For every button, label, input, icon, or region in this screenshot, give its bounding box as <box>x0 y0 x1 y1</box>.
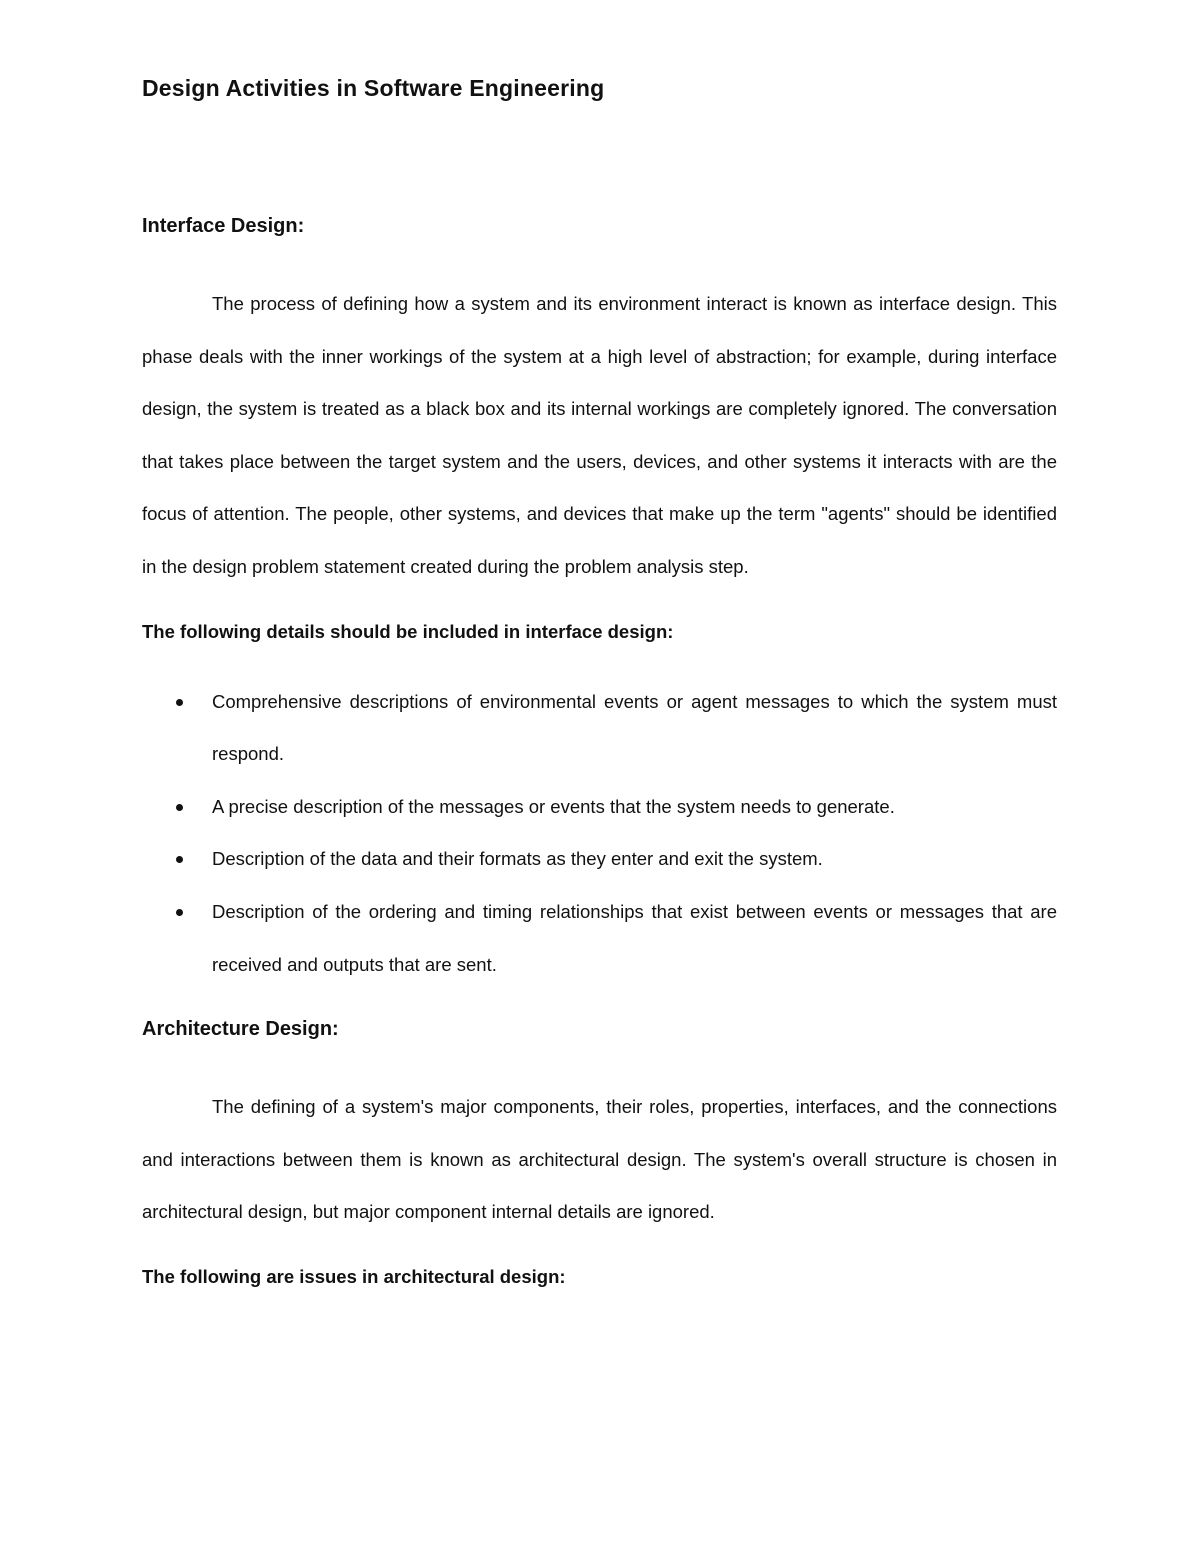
list-item-text: Description of the ordering and timing relationships that exist between events or messages that are received and outputs that are sent. <box>212 900 1057 975</box>
document-title: Design Activities in Software Engineering <box>142 75 605 101</box>
list-item <box>142 886 1057 991</box>
document-body <box>142 70 1057 1293</box>
list-item <box>142 676 1057 781</box>
section-heading-architecture-design: Architecture Design: <box>142 1018 339 1041</box>
list-item-text: A precise description of the messages or events that the system needs to generate. <box>212 795 895 817</box>
subheading-architecture-issues: The following are issues in architectural design: <box>142 1265 566 1287</box>
paragraph-interface-design: The process of defining how a system and its environment interact is known as interface design. This phase deals with the inner workings of the system at a high level of abstraction; for example, during interface design, the system is treated as a black box and its internal workings are completely ignored. The conversation that takes place between the target system and the users, devices, and other systems it interacts with are the focus of attention. The people, other systems, and devices that make up the term "agents" should be identified in the design problem statement created during the problem analysis step. <box>142 293 1057 577</box>
bullet-icon <box>176 909 183 916</box>
section-heading-interface-design: Interface Design: <box>142 215 305 237</box>
subheading-interface-details: The following details should be included in interface design: <box>142 620 674 642</box>
bullet-icon <box>176 856 183 863</box>
list-item <box>142 833 1057 886</box>
list-item-text: Comprehensive descriptions of environmental events or agent messages to which the system must respond. <box>212 690 1057 765</box>
bullet-icon <box>176 804 183 811</box>
paragraph-architecture-design: The defining of a system's major components, their roles, properties, interfaces, and the connections and interactions between them is known as architectural design. The system's overall structure is chosen in architectural design, but major component internal details are ignored. <box>142 1096 1057 1223</box>
bullet-icon <box>176 699 183 706</box>
list-item <box>142 781 1057 834</box>
list-item-text: Description of the data and their formats as they enter and exit the system. <box>212 848 823 870</box>
bullet-list-interface-details <box>142 676 1057 992</box>
